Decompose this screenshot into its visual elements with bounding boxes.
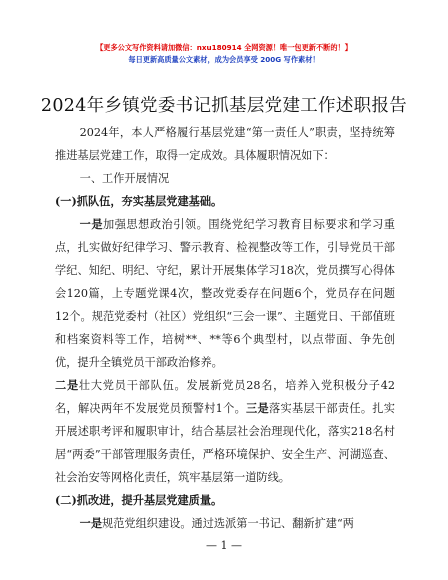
intro-paragraph: 2024年，本人严格履行基层党建“第一责任人”职责，坚持统筹推进基层党建工作，取得一定成效。具体履职情况如下： [55,126,395,162]
paragraph-3-text: 规范党组织建设。通过选派第一书记、翻新扩建“两 [102,517,354,530]
section-heading: 一、工作开展情况 [79,172,170,185]
paragraph-2 [55,374,395,489]
document-body [55,121,395,535]
paragraph-1 [55,213,395,374]
paragraph-2-text-b: 落实基层干部责任。扎实开展述职考评和履职审计，结合基层社会治理现代化，落实218名村居“两委”干部管理服务责任，严格环境保护、安全生产、河湖巡查、社会治安等网格化责任，筑牢基层第一道防线。 [55,402,395,484]
document-title: 2024年乡镇党委书记抓基层党建工作述职报告 [40,96,408,116]
paragraph-1-lead: 一是 [79,217,104,231]
promo-line-1: 【更多公文写作资料请加微信：nxu180914 全网资源！唯一包更新不断的！】 [96,43,352,52]
subsection-heading-1: (一)抓队伍，夯实基层党建基础。 [55,194,223,208]
paragraph-3 [55,512,395,535]
promo-banner [0,42,448,66]
paragraph-2-lead-b: 三是 [246,401,270,415]
paragraph-3-lead: 一是 [79,516,103,530]
promo-line-2: 每日更新高质量公文素材，成为会员享受 200G 写作素材！ [128,55,320,64]
subsection-heading-2: (二)抓改进，提升基层党建质量。 [55,493,223,507]
paragraph-2-lead: 二是 [55,378,79,392]
paragraph-1-text: 加强思想政治引领。围绕党纪学习教育目标要求和学习重点，扎实做好纪律学习、警示教育、检视整改等工作，引导党员干部学纪、知纪、明纪、守纪，累计开展集体学习18次，党员撰写心得体会120篇，上专题党课4次，整改党委存在问题6个，党员存在问题12个。规范党委村（社区）党组织“三会一课”、主题党日、干部值班和档案资料等工作，培树**、**等6个典型村，以点带面、争先创优，提升全镇党员干部政治修养。 [55,218,395,369]
paragraph-2-text-a: 壮大党员干部队伍。发展新党员28名，培养入党积极分子42名，解决两年不发展党员预警村1个。 [55,379,395,415]
page-number: — 1 — [206,539,242,552]
